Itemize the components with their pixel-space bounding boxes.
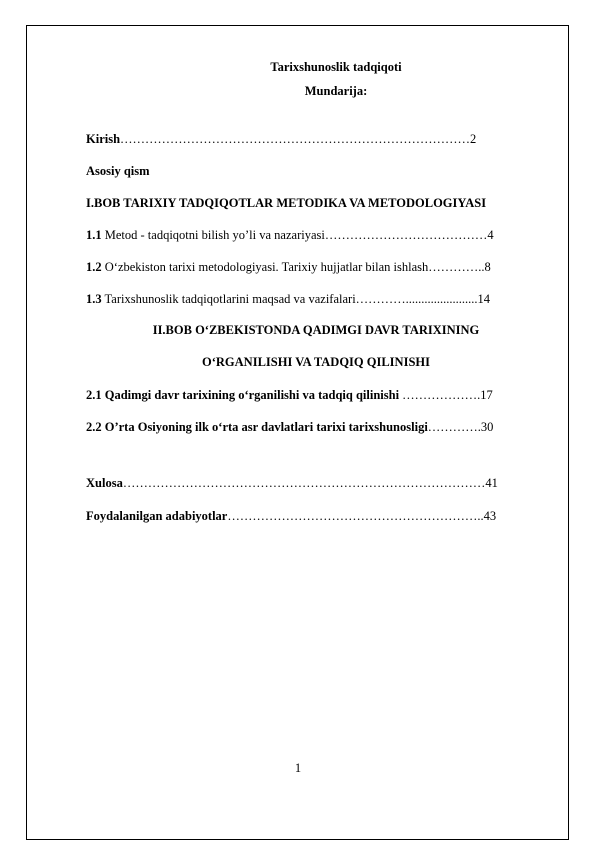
page-number: 1 [294, 761, 302, 775]
toc-entry-kirish[interactable] [86, 131, 546, 147]
toc-entry-xulosa[interactable] [86, 475, 546, 491]
toc-chapter-2-line-1[interactable]: II.BOB O‘ZBEKISTONDA QADIMGI DAVR TARIXINING [152, 323, 480, 337]
toc-leader-dots: …………………………………………………………………………… [122, 476, 486, 490]
toc-leader-dots: …………. [427, 420, 481, 434]
toc-chapter-2-line-2[interactable]: O‘RGANILISHI VA TADQIQ QILINISHI [202, 355, 430, 369]
toc-entry-label: Xulosa [86, 476, 123, 490]
toc-leader-dots: ………………………………… [324, 228, 488, 242]
toc-entry-2-1[interactable] [86, 387, 546, 403]
toc-entry-label: Kirish [86, 132, 121, 146]
toc-entry-number: 1.3 [86, 292, 102, 306]
toc-chapter-1[interactable]: I.BOB TARIXIY TADQIQOTLAR METODIKA VA METODOLOGIYASI [86, 196, 487, 210]
toc-entry-label: Metod - tadqiqotni bilish yo’li va nazariyasi [104, 228, 325, 242]
toc-entry-label: Foydalanilgan adabiyotlar [86, 509, 228, 523]
toc-leader-dots: ………………. [399, 388, 481, 402]
toc-entry-1-1[interactable] [86, 227, 546, 243]
toc-page-number: 2 [470, 132, 477, 146]
toc-entry-label: 2.2 O’rta Osiyoning ilk o‘rta asr davlatlari tarixi tarixshunosligi [86, 420, 428, 434]
toc-page-number: 43 [483, 509, 497, 523]
toc-entry-number: 1.1 [86, 228, 102, 242]
toc-page-number: 14 [477, 292, 491, 306]
toc-heading: Mundarija: [304, 84, 368, 98]
toc-leader-dots: ………………………………………………………………………… [120, 132, 471, 146]
toc-page-number: 4 [487, 228, 494, 242]
toc-page-number: 17 [480, 388, 493, 402]
toc-leader-dots: …………………………………………………….. [227, 509, 484, 523]
toc-entry-1-3[interactable] [86, 291, 546, 307]
toc-entry-1-2[interactable] [86, 259, 546, 275]
toc-entry-number: 1.2 [86, 260, 102, 274]
toc-leader-dots: ………….. [428, 260, 485, 274]
toc-page-number: 8 [484, 260, 491, 274]
toc-leader-dots: …………....................... [355, 292, 478, 306]
toc-entry-2-2[interactable] [86, 419, 546, 435]
toc-entry-label: O‘zbekiston tarixi metodologiyasi. Tarixiy hujjatlar bilan ishlash [104, 260, 429, 274]
toc-section-asosiy: Asosiy qism [86, 164, 150, 178]
document-title: Tarixshunoslik tadqiqoti [270, 60, 402, 74]
toc-page-number: 41 [485, 476, 498, 490]
toc-entry-label: 2.1 Qadimgi davr tarixining o‘rganilishi va tadqiq qilinishi [86, 388, 400, 402]
toc-page-number: 30 [480, 420, 494, 434]
toc-entry-adabiyotlar[interactable] [86, 508, 546, 524]
toc-entry-label: Tarixshunoslik tadqiqotlarini maqsad va vazifalari [104, 292, 356, 306]
